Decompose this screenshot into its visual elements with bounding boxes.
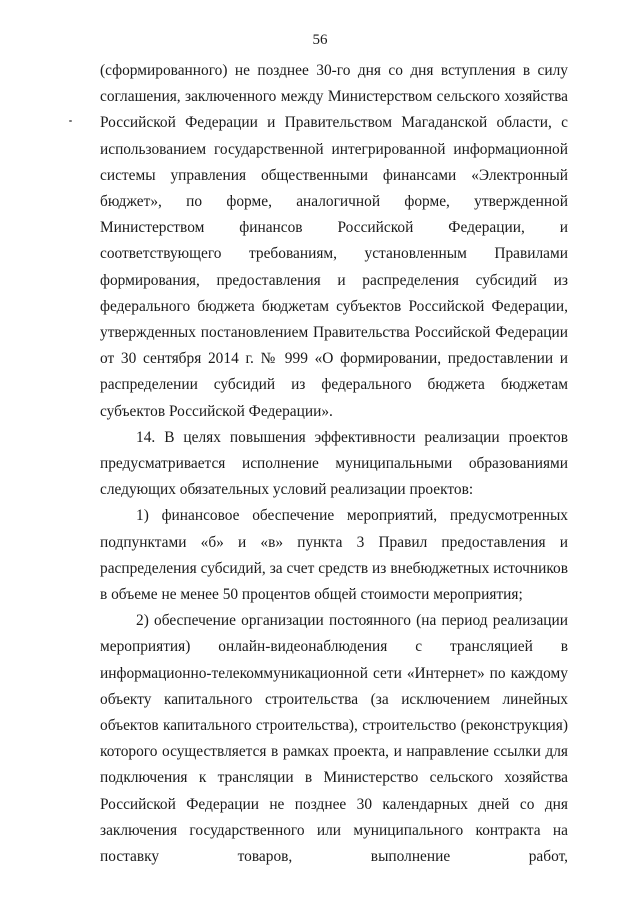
paragraph-subitem-1: 1) финансовое обеспечение мероприятий, предусмотренных подпунктами «б» и «в» пункта 3 Правил предоставления и распределения субсидий, за счет средств из внебюджетных источников в объеме не менее 50 процентов общей стоимости мероприятия; <box>100 507 568 604</box>
paragraph-subitem-2: 2) обеспечение организации постоянного (на период реализации мероприятия) онлайн-видеонаблюдения с трансляцией в информационно-телекоммуникационной сети «Интернет» по каждому объекту капитального строительства (за исключением линейных объектов капитального строительства), строительство (реконструкция) которого осуществляется в рамках проекта, и направление ссылки для подключения к трансляции в Министерство сельского хозяйства Российской Федерации не позднее 30 календарных дней со дня заключения государственного или муниципального контракта на поставку товаров, выполнение работ, <box>100 612 568 866</box>
paragraph-continuation: (сформированного) не позднее 30-го дня со дня вступления в силу соглашения, заключенного между Министерством сельского хозяйства Российской Федерации и Правительством Магаданской области, с использованием государственной интегрированной информационной системы управления общественными финансами «Электронный бюджет», по форме, аналогичной форме, утвержденной Министерством финансов Российской Федерации, и соответствующего требованиям, установленным Правилами формирования, предоставления и распределения субсидий из федерального бюджета бюджетам субъектов Российской Федерации, утвержденных постановлением Правительства Российской Федерации от 30 сентября 2014 г. № 999 «О формировании, предоставлении и распределении субсидий из федерального бюджета бюджетам субъектов Российской Федерации». <box>100 62 568 420</box>
document-body <box>100 58 568 870</box>
paragraph-item-14: 14. В целях повышения эффективности реализации проектов предусматривается исполнение муниципальными образованиями следующих обязательных условий реализации проектов: <box>100 428 568 499</box>
scan-speck <box>69 120 72 122</box>
page-number: 56 <box>312 32 328 48</box>
